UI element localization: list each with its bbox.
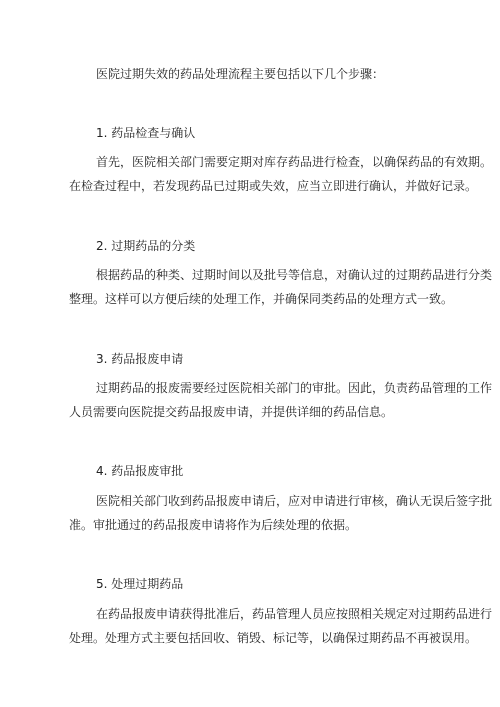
section-5-line-2: 处理。处理方式主要包括回收、销毁、标记等，以确保过期药品不再被误用。 — [69, 631, 478, 645]
intro-text: 医院过期失效的药品处理流程主要包括以下几个步骤： — [96, 67, 385, 81]
section-1-line-1: 首先，医院相关部门需要定期对库存药品进行检查，以确保药品的有效期。 — [96, 155, 493, 169]
section-4-line-2: 准。审批通过的药品报废申请将作为后续处理的依据。 — [69, 518, 358, 532]
section-5-line-1: 在药品报废申请获得批准后，药品管理人员应按照相关规定对过期药品进行 — [96, 607, 493, 621]
section-4-heading: 4. 药品报废审批 — [96, 464, 184, 478]
section-3-heading: 3. 药品报废申请 — [96, 352, 184, 366]
section-1-line-2: 在检查过程中，若发现药品已过期或失效，应当立即进行确认，并做好记录。 — [69, 179, 478, 193]
section-3-line-1: 过期药品的报废需要经过医院相关部门的审批。因此，负责药品管理的工作 — [96, 381, 493, 395]
section-2-line-2: 整理。这样可以方便后续的处理工作，并确保同类药品的处理方式一致。 — [69, 292, 454, 306]
section-2-line-1: 根据药品的种类、过期时间以及批号等信息，对确认过的过期药品进行分类 — [96, 268, 493, 282]
section-3-line-2: 人员需要向医院提交药品报废申请，并提供详细的药品信息。 — [69, 405, 394, 419]
section-5-heading: 5. 处理过期药品 — [96, 577, 184, 591]
section-4-line-1: 医院相关部门收到药品报废申请后，应对申请进行审核，确认无误后签字批 — [96, 494, 493, 508]
section-2-heading: 2. 过期药品的分类 — [96, 239, 196, 253]
section-1-heading: 1. 药品检查与确认 — [96, 126, 196, 140]
